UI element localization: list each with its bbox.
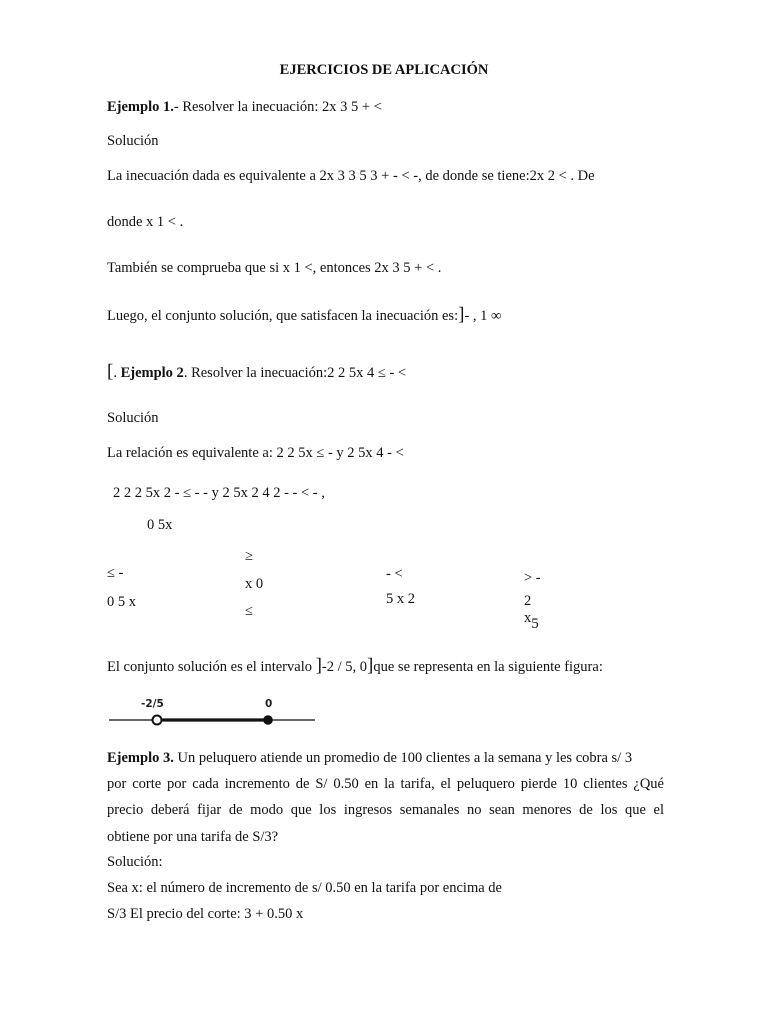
- ex2-frag-05x: 0 5x: [147, 517, 173, 533]
- ex2-line1: La relación es equivalente a: 2 2 5x ≤ - y 2 5x 4 - <: [107, 445, 404, 461]
- ex2-frag-2: 2: [524, 593, 532, 609]
- ex3-solucion: Solución:: [107, 854, 163, 870]
- ex2-statement: [107, 361, 407, 382]
- ex1-line1: La inecuación dada es equivalente a 2x 3 3 5 3 + - < -, de donde se tiene:2x 2 < . De: [107, 168, 595, 184]
- ex3-p1: [107, 749, 632, 767]
- ex1-line4-post: - , 1 ∞: [464, 308, 502, 324]
- ex1-line4-pre: Luego, el conjunto solución, que satisfacen la inecuación es:: [107, 308, 459, 324]
- ex2-bracket: [: [107, 361, 114, 382]
- closed-endpoint: [263, 715, 273, 725]
- ex1-line4: [107, 304, 502, 325]
- ex2-dot: .: [113, 365, 117, 381]
- ex3-p2-text: por corte por cada incremento de S/ 0.50 en la tarifa, el peluquero pierde 10 clientes ¿Qué: [107, 776, 664, 792]
- ex3-p3-text: precio deberá fijar de modo que los ingresos semanales no sean menores de los que el: [107, 802, 664, 818]
- ex1-line4-bracket: ]: [458, 304, 465, 325]
- ex2-frag-5: 5: [531, 616, 539, 632]
- ex2-label: Ejemplo 2: [120, 365, 184, 381]
- ex3-p2: [107, 775, 664, 793]
- label-zero: 0: [265, 698, 273, 710]
- ex1-line3: También se comprueba que si x 1 <, entonces 2x 3 5 + < .: [107, 260, 442, 276]
- ex2-conj-pre: El conjunto solución es el intervalo: [107, 659, 316, 675]
- ex2-conj-mid: -2 / 5, 0: [321, 659, 368, 675]
- ex1-statement: [107, 98, 382, 116]
- ex2-frag-ge: ≥: [245, 548, 253, 564]
- ex2-conj-b1: ]: [315, 655, 322, 676]
- ex3-label: Ejemplo 3.: [107, 750, 174, 766]
- ex2-line2: 2 2 2 5x 2 - ≤ - - y 2 5x 2 4 2 - - < - ,: [113, 485, 325, 501]
- ex2-conj-b2: ]: [367, 655, 374, 676]
- ex2-solucion: Solución: [107, 410, 159, 426]
- ex3-l1: Sea x: el número de incremento de s/ 0.50 en la tarifa por encima de: [107, 880, 502, 896]
- ex2-frag-x5: [524, 609, 539, 632]
- ex3-p3: [107, 801, 664, 819]
- ex2-frag-x0: x 0: [245, 576, 264, 592]
- ex1-solucion: Solución: [107, 133, 159, 149]
- ex2-frag-gt: > -: [524, 570, 541, 586]
- ex2-frag-5x2: 5 x 2: [386, 591, 415, 607]
- ex1-label: Ejemplo 1.: [107, 99, 174, 115]
- ex2-frag-05x2: 0 5 x: [107, 594, 136, 610]
- ex2-text: . Resolver la inecuación:2 2 5x 4 ≤ - <: [183, 365, 407, 381]
- ex3-p1-text: Un peluquero atiende un promedio de 100 clientes a la semana y les cobra s/ 3: [173, 750, 633, 766]
- ex1-text: - Resolver la inecuación: 2x 3 5 + <: [173, 99, 382, 115]
- ex2-conjunto: [107, 655, 603, 676]
- ex3-l2: S/3 El precio del corte: 3 + 0.50 x: [107, 906, 304, 922]
- ex2-frag-lt: - <: [386, 566, 403, 582]
- ex2-frag-le2: ≤: [245, 603, 253, 619]
- ex1-line2: donde x 1 < .: [107, 214, 184, 230]
- ex2-frag-x: x: [524, 610, 532, 626]
- label-minus-two-fifths: -2/5: [141, 698, 164, 710]
- ex3-p4: obtiene por una tarifa de S/3?: [107, 829, 279, 845]
- open-endpoint: [153, 716, 162, 725]
- ex2-frag-le1: ≤ -: [107, 565, 124, 581]
- ex2-conj-post: que se representa en la siguiente figura:: [373, 659, 603, 675]
- page-title: EJERCICIOS DE APLICACIÓN: [279, 62, 489, 78]
- number-line-figure: [107, 694, 319, 730]
